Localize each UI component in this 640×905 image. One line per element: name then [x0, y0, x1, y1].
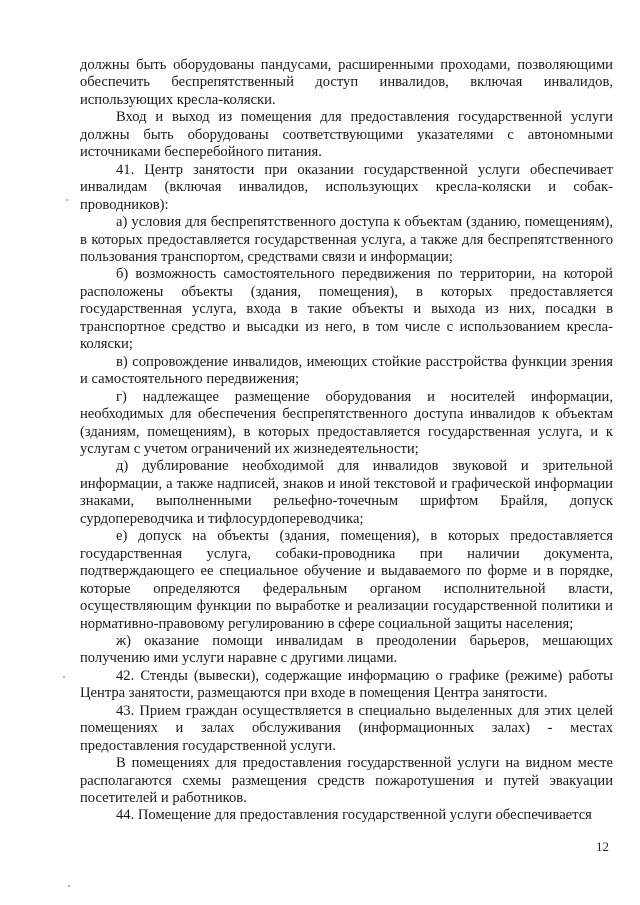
paragraph-item-a: а) условия для беспрепятственного доступа к объектам (зданию, помещениям), в которых предоставляется государственная услуга, а также для беспрепятственного пользования транспортом, средствами связи и информации; [80, 214, 613, 265]
paragraph-entrance-exit: Вход и выход из помещения для предоставления государственной услуги должны быть оборудованы соответствующими указателями с автономными источниками бесперебойного питания. [80, 109, 613, 161]
paragraph-item-e: е) допуск на объекты (здания, помещения), в которых предоставляется государственная услуга, собаки-проводника при наличии документа, подтверждающего ее специальное обучение и выдаваемого по форме и в порядке, которые определяются федеральным органом исполнительной власти, осуществляющим функции по выработке и реализации государственной политики и нормативно-правовому регулированию в сфере социальной защиты населения; [80, 528, 613, 632]
paragraph-clause-42: 42. Стенды (вывески), содержащие информацию о графике (режиме) работы Центра занятости, размещаются при входе в помещения Центра занятости. [80, 667, 613, 702]
paragraph-item-v: в) сопровождение инвалидов, имеющих стойкие расстройства функции зрения и самостоятельного передвижения; [80, 353, 613, 388]
document-page [80, 57, 613, 825]
paragraph-item-b: б) возможность самостоятельного передвижения по территории, на которой расположены объекты (здания, помещения), в которых предоставляется государственная услуга, входа в такие объекты и выхода из них, посадки в транспортное средство и высадки из него, в том числе с использованием кресла-коляски; [80, 266, 613, 353]
paragraph-clause-44: 44. Помещение для предоставления государственной услуги обеспечивается [116, 807, 592, 824]
paragraph-item-zh: ж) оказание помощи инвалидам в преодолении барьеров, мешающих получению ими услуги наравне с другими лицами. [80, 632, 613, 667]
paragraph-ramps: должны быть оборудованы пандусами, расширенными проходами, позволяющими обеспечить беспрепятственный доступ инвалидов, включая инвалидов, использующих кресла-коляски. [80, 57, 613, 108]
paragraph-clause-41: 41. Центр занятости при оказании государственной услуги обеспечивает инвалидам (включая инвалидов, использующих кресла-коляски и собак-проводников): [80, 161, 613, 213]
page-number: 12 [596, 839, 609, 854]
paragraph-item-g: г) надлежащее размещение оборудования и носителей информации, необходимых для обеспечения беспрепятственного доступа инвалидов к объектам (зданиям, помещениям), в которых предоставляется государственная услуга, и к услугам с учетом ограничений их жизнедеятельности; [80, 388, 613, 457]
paragraph-item-d: д) дублирование необходимой для инвалидов звуковой и зрительной информации, а также надписей, знаков и иной текстовой и графической информации знаками, выполненными рельефно-точечным шрифтом Брайля, допуск сурдопереводчика и тифлосурдопереводчика; [80, 458, 613, 527]
scan-speck [68, 885, 70, 887]
scan-speck [66, 199, 68, 201]
scan-speck [63, 676, 65, 678]
paragraph-clause-43: 43. Прием граждан осуществляется в специально выделенных для этих целей помещениях и залах обслуживания (информационных залах) - местах предоставления государственной услуги. [80, 702, 613, 754]
paragraph-evacuation-schemes: В помещениях для предоставления государственной услуги на видном месте располагаются схемы размещения средств пожаротушения и путей эвакуации посетителей и работников. [80, 755, 613, 807]
